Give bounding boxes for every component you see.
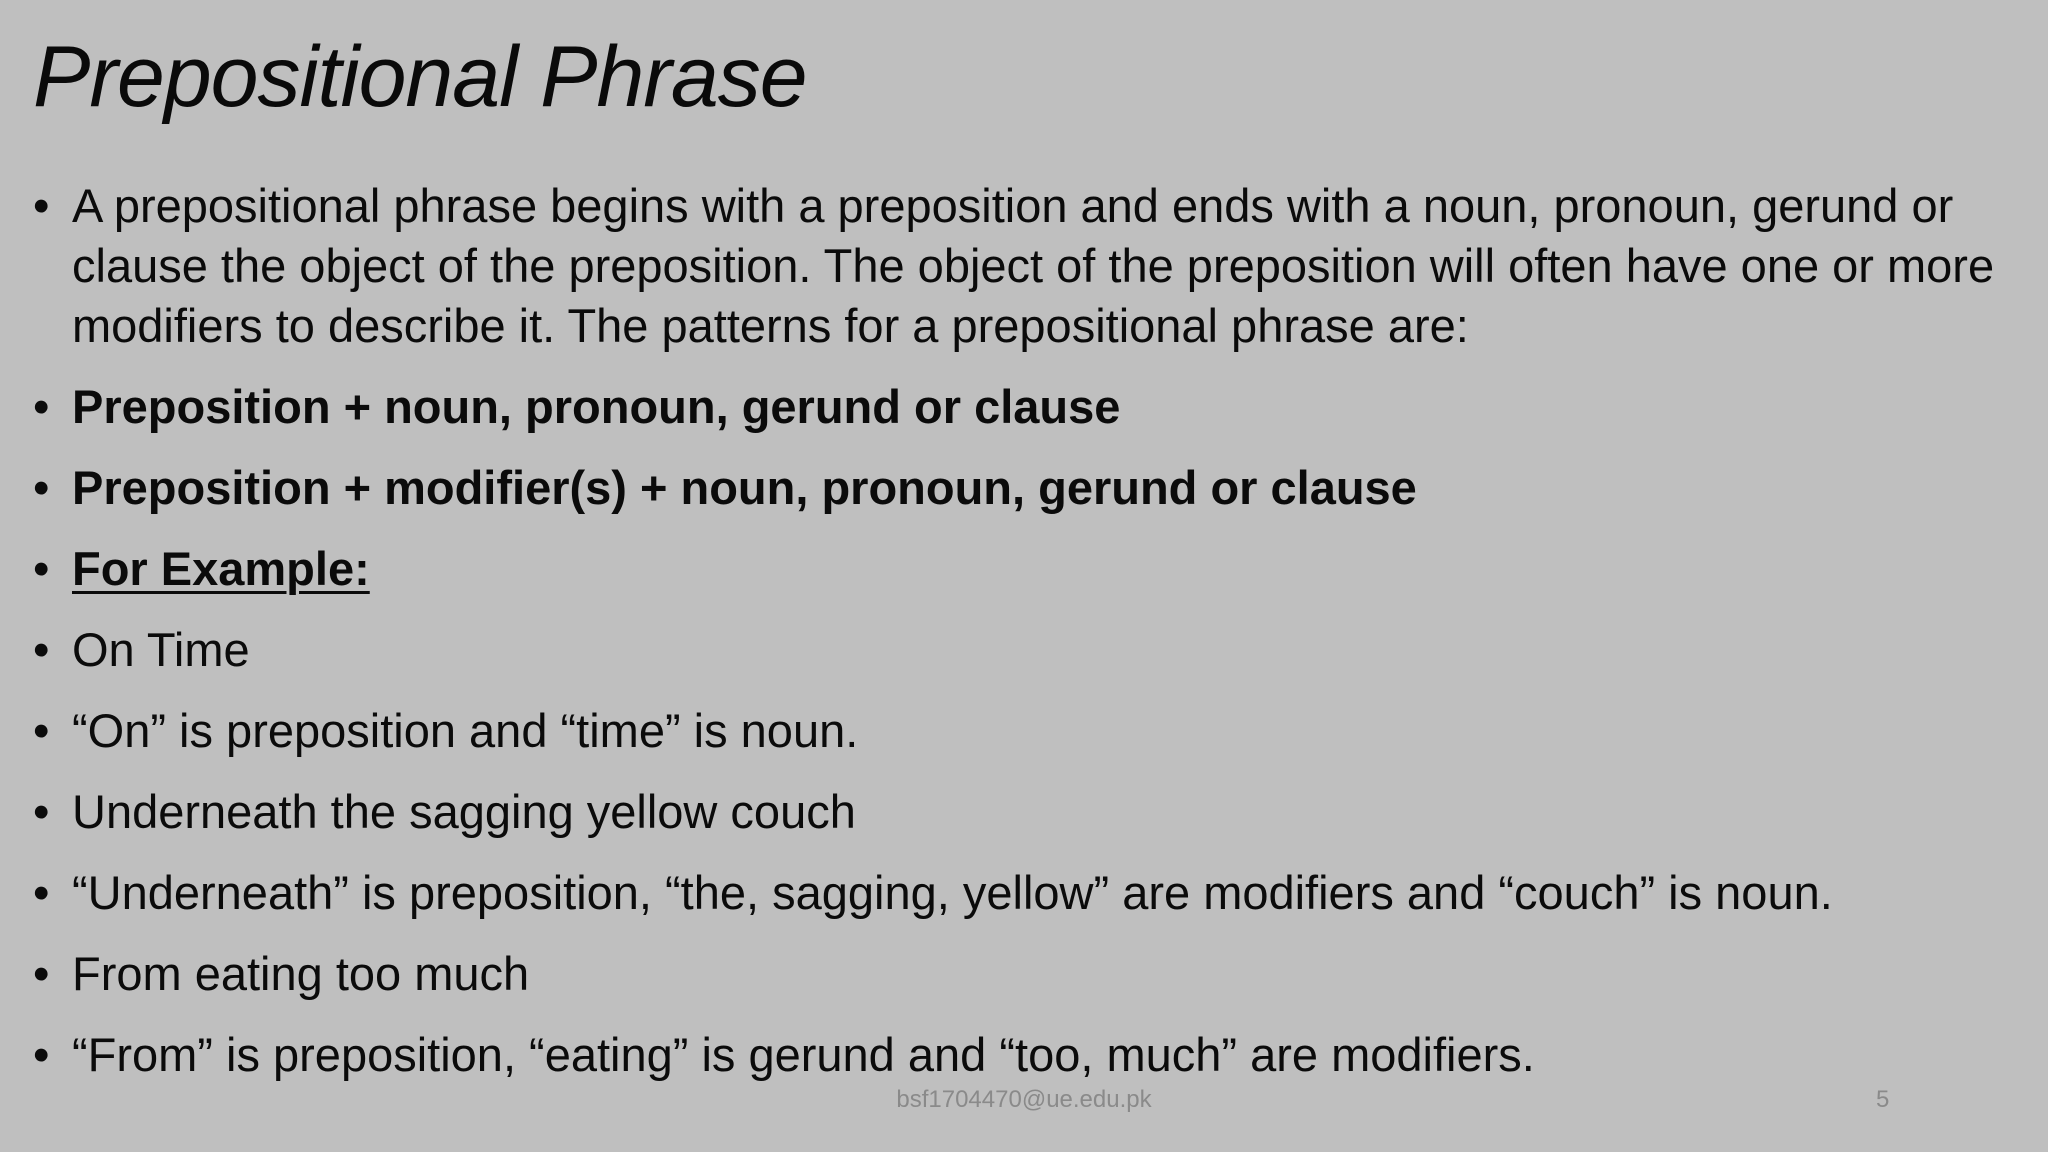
slide-page-number: 5	[1876, 1086, 1890, 1113]
bullet-item-pattern-1	[33, 377, 2018, 437]
bullet-text: From eating too much	[72, 947, 530, 1000]
footer-email: bsf1704470@ue.edu.pk	[896, 1086, 1152, 1113]
bullet-text: On Time	[72, 623, 250, 676]
bullet-dot: •	[33, 461, 50, 514]
bullet-text: Preposition + modifier(s) + noun, pronoun, gerund or clause	[72, 461, 1417, 514]
bullet-dot: •	[33, 785, 50, 838]
bullet-text: “Underneath” is preposition, “the, sagging, yellow” are modifiers and “couch” is noun.	[72, 866, 1833, 919]
bullet-dot: •	[33, 542, 50, 595]
bullet-dot: •	[33, 947, 50, 1000]
bullet-item-example-2	[33, 782, 2018, 842]
bullet-text: “On” is preposition and “time” is noun.	[72, 704, 859, 757]
bullet-item-explanation-2	[33, 863, 2018, 923]
bullet-list	[33, 176, 2018, 1106]
bullet-text: “From” is preposition, “eating” is gerund and “too, much” are modifiers.	[72, 1028, 1535, 1081]
bullet-dot: •	[33, 704, 50, 757]
bullet-text: For Example:	[72, 542, 370, 595]
bullet-text: Underneath the sagging yellow couch	[72, 785, 856, 838]
bullet-item-explanation-3	[33, 1025, 2018, 1085]
bullet-dot: •	[33, 179, 50, 232]
bullet-dot: •	[33, 623, 50, 676]
bullet-item-example-1	[33, 620, 2018, 680]
slide-title: Prepositional Phrase	[33, 29, 807, 125]
bullet-item-definition	[33, 176, 2018, 356]
bullet-dot: •	[33, 866, 50, 919]
bullet-item-example-heading	[33, 539, 2018, 599]
bullet-dot: •	[33, 380, 50, 433]
bullet-item-pattern-2	[33, 458, 2018, 518]
bullet-dot: •	[33, 1028, 50, 1081]
bullet-item-explanation-1	[33, 701, 2018, 761]
bullet-text: A prepositional phrase begins with a preposition and ends with a noun, pronoun, gerund or clause the object of the preposition. The object of the preposition will often have one or more modifiers to describe it. The patterns for a prepositional phrase are:	[72, 179, 1995, 352]
bullet-item-example-3	[33, 944, 2018, 1004]
bullet-text: Preposition + noun, pronoun, gerund or clause	[72, 380, 1121, 433]
